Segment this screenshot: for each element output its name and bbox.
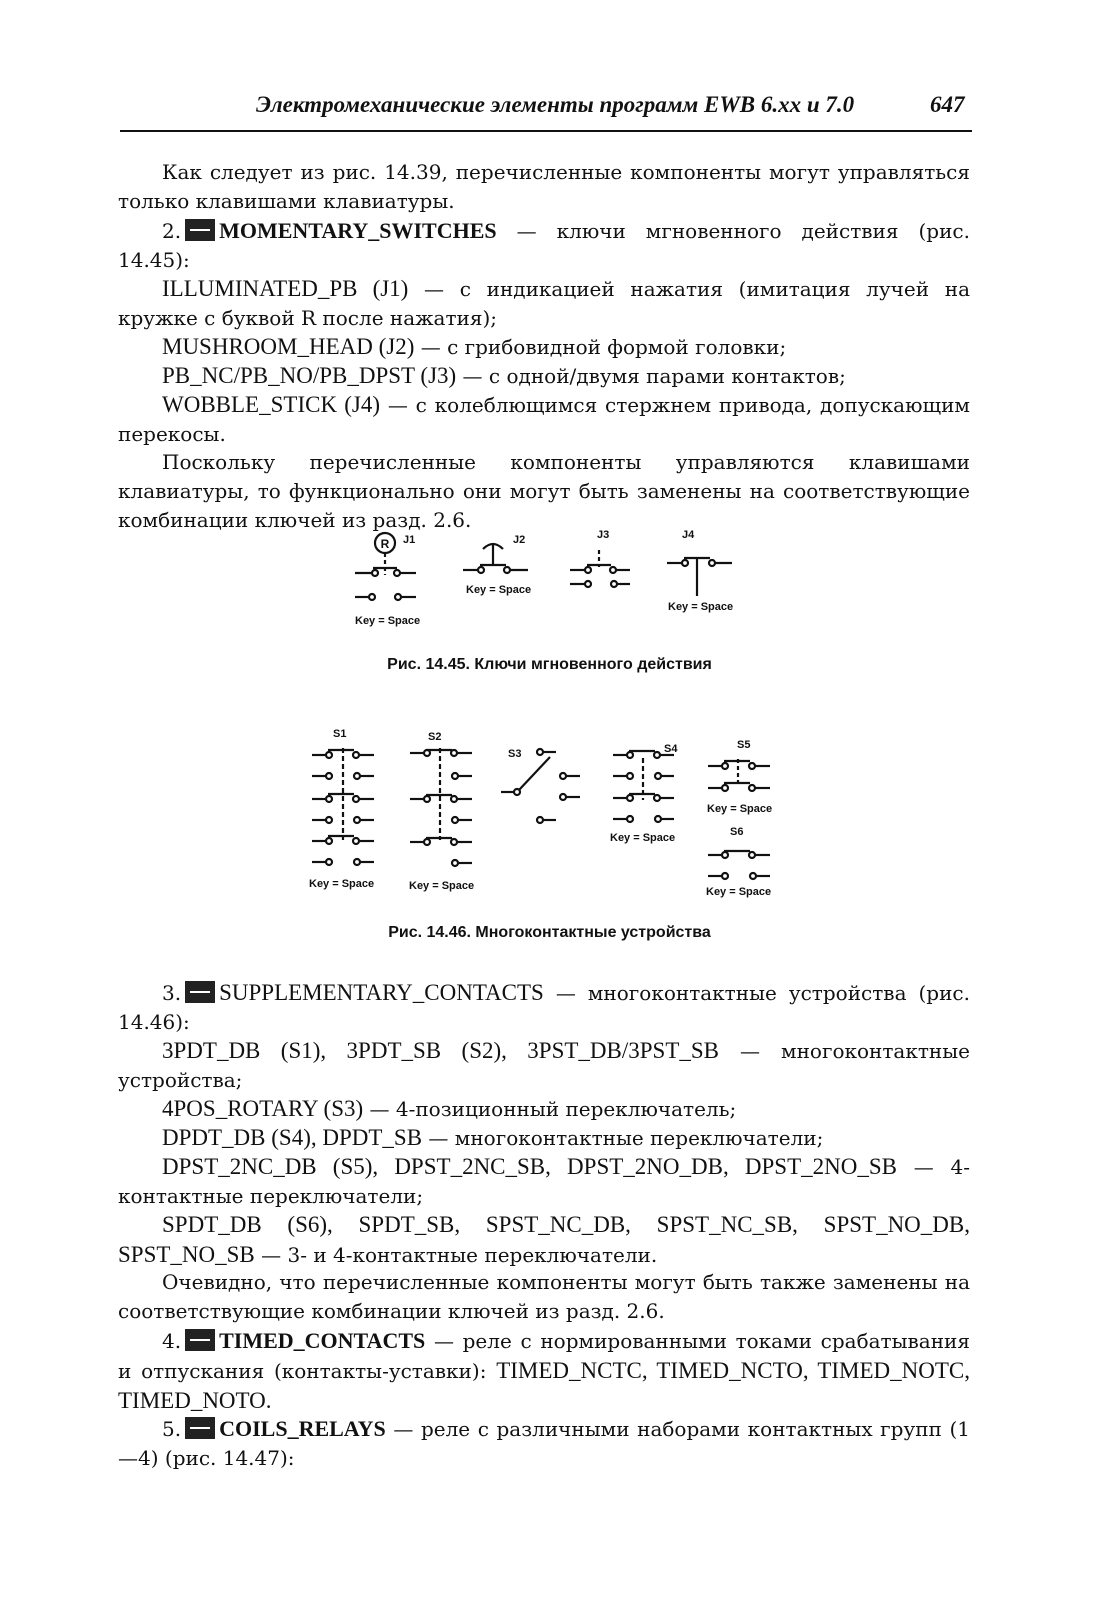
paragraph-replacement: Поскольку перечисленные компоненты управляются клавишами клавиатуры, то функционально они могут быть заменены на соответствующие комбинации ключей из разд. 2.6. bbox=[118, 450, 970, 532]
label-s1: S1 bbox=[333, 728, 347, 740]
item-number: 3. bbox=[162, 981, 182, 1005]
coils-relays-icon bbox=[185, 1417, 215, 1439]
item-name: COILS_RELAYS bbox=[219, 1416, 386, 1441]
item-number: 4. bbox=[162, 1329, 182, 1353]
timed-contacts-icon bbox=[185, 1329, 215, 1351]
label-j3: J3 bbox=[597, 529, 610, 541]
switch-s1 bbox=[309, 728, 374, 890]
key-label-s1: Key = Space bbox=[309, 878, 375, 890]
figure-14-45-caption: Рис. 14.45. Ключи мгновенного действия bbox=[387, 656, 712, 673]
supplementary-contacts-icon bbox=[185, 981, 215, 1003]
item-description: — реле с различными наборами контактных групп (1—4) (рис. 14.47): bbox=[118, 1417, 970, 1470]
item-description: — ключи мгновенного действия (рис. 14.45): bbox=[118, 219, 970, 272]
switch-s5 bbox=[707, 739, 772, 815]
item-name: SUPPLEMENTARY_CONTACTS bbox=[219, 980, 544, 1005]
paragraph-intro: Как следует из рис. 14.39, перечисленные компоненты могут управляться только клавишами клавиатуры. bbox=[118, 160, 970, 213]
paragraph-also-replaced: Очевидно, что перечисленные компоненты могут быть также заменены на соответствующие комбинации ключей из разд. 2.6. bbox=[118, 1270, 970, 1323]
list-line-j1: ILLUMINATED_PB (J1) — с индикацией нажатия (имитация лучей на кружке с буквой R после нажатия); bbox=[118, 276, 970, 330]
label-s2: S2 bbox=[428, 731, 442, 743]
item-name: MOMENTARY_SWITCHES bbox=[219, 218, 497, 243]
figure-14-46-caption: Рис. 14.46. Многоконтактные устройства bbox=[388, 924, 711, 941]
key-label-s6: Key = Space bbox=[706, 886, 772, 898]
key-label-j1: Key = Space bbox=[355, 615, 421, 627]
item-description: — многоконтактные устройства (рис. 14.46): bbox=[118, 981, 970, 1034]
list-line-s5: DPST_2NC_DB (S5), DPST_2NC_SB, DPST_2NO_DB, DPST_2NO_SB — 4-контактные переключатели; bbox=[118, 1154, 970, 1208]
label-j4: J4 bbox=[682, 529, 695, 541]
item-list: TIMED_NCTC, TIMED_NCTO, TIMED_NOTC, TIMED_NOTO. bbox=[118, 1358, 970, 1413]
list-line-s3: 4POS_ROTARY (S3) — 4-позиционный переключатель; bbox=[162, 1096, 737, 1121]
label-s6: S6 bbox=[730, 826, 744, 838]
label-s3: S3 bbox=[508, 748, 522, 760]
list-line-j2: MUSHROOM_HEAD (J2) — с грибовидной формой головки; bbox=[162, 334, 787, 359]
item-number: 2. bbox=[162, 219, 182, 243]
running-header-title: Электромеханические элементы программ EWB 6.xx и 7.0 bbox=[256, 92, 855, 117]
item-timed-contacts bbox=[118, 1326, 970, 1416]
list-line-j3: PB_NC/PB_NO/PB_DPST (J3) — с одной/двумя парами контактов; bbox=[162, 363, 846, 388]
label-s5: S5 bbox=[737, 739, 751, 751]
list-line-j4: WOBBLE_STICK (J4) — с колеблющимся стержнем привода, допускающим перекосы. bbox=[118, 392, 970, 446]
switch-s2 bbox=[409, 731, 474, 892]
key-label-j2: Key = Space bbox=[466, 584, 532, 596]
label-j1: J1 bbox=[403, 534, 416, 546]
item-supplementary-contacts bbox=[118, 978, 970, 1037]
page-number: 647 bbox=[930, 92, 965, 117]
key-label-s4: Key = Space bbox=[610, 832, 676, 844]
key-label-s2: Key = Space bbox=[409, 880, 475, 892]
item-coils-relays bbox=[118, 1414, 970, 1473]
list-line-s4: DPDT_DB (S4), DPDT_SB — многоконтактные переключатели; bbox=[162, 1125, 824, 1150]
list-line-s1-s2: 3PDT_DB (S1), 3PDT_SB (S2), 3PST_DB/3PST_SB — многоконтактные устройства; bbox=[118, 1038, 970, 1092]
item-description: — реле с нормированными токами срабатывания и отпускания (контакты-уставки): bbox=[118, 1329, 970, 1383]
item-name: TIMED_CONTACTS bbox=[219, 1328, 426, 1353]
key-label-s5: Key = Space bbox=[707, 803, 773, 815]
list-line-s6: SPDT_DB (S6), SPDT_SB, SPST_NC_DB, SPST_NC_SB, SPST_NO_DB, SPST_NO_SB — 3- и 4-контактные переключатели. bbox=[118, 1212, 970, 1267]
j1-r-letter: R bbox=[380, 537, 390, 551]
label-s4: S4 bbox=[664, 743, 678, 755]
label-j2: J2 bbox=[513, 534, 526, 546]
switch-s6 bbox=[706, 826, 771, 898]
switch-s3 bbox=[501, 748, 580, 823]
key-label-j4: Key = Space bbox=[668, 601, 734, 613]
item-number: 5. bbox=[162, 1417, 182, 1441]
switch-s4 bbox=[610, 743, 678, 844]
